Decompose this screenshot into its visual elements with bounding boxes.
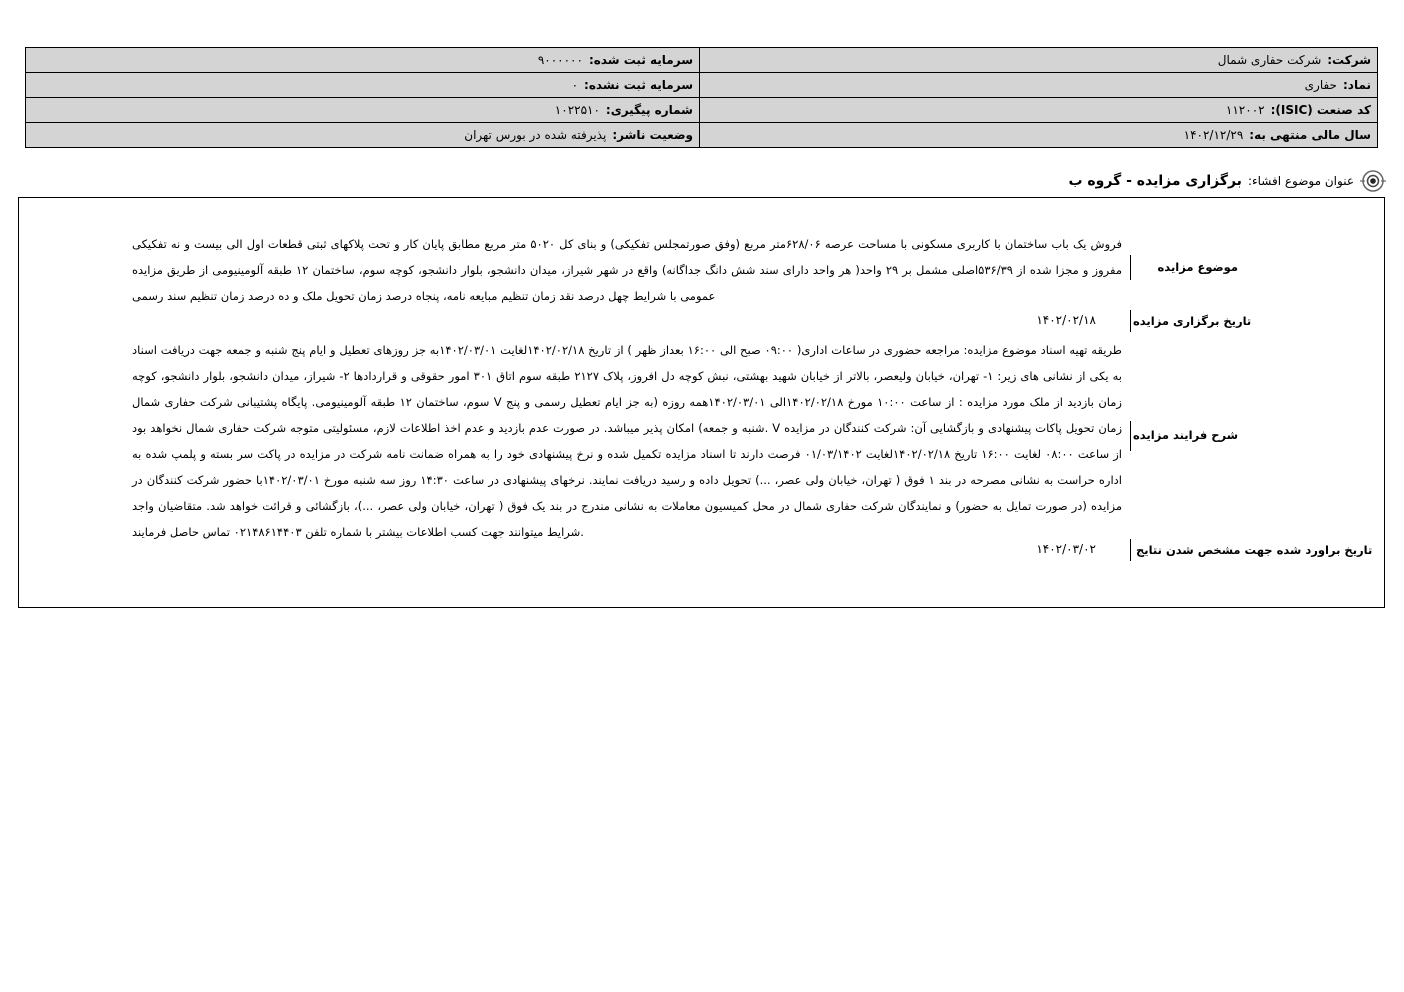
process-text: طریقه تهیه اسناد موضوع مزایده: مراجعه حضوری در ساعات اداری( ۰۹:۰۰ صبح الی ۱۶:۰۰ بعداز ظهر ) از تاریخ ۱۴۰۲/۰۲/۱۸لغایت ۱۴۰۲/۰۳/۰۱به جز روزهای تعطیل و ایام پنج شنبه و جمعه جهت دریافت اسناد به یکی از نشانی های زیر: ۱- تهران، خیابان ولیعصر، بالاتر از خیابان شهید بهشتی، نبش کوچه دل افروز، پلاک ۲۱۲۷ طبقه سوم اتاق ۳۰۱ امور حقوقی و قراردادها ۲- شیراز، میدان دانشجو، بلوار دانشجو، کوچه سوم، ساختمان ۱۲ طبقه آلومینیومی. پایگاه پشتیبانی شرکت حفاری شمال V زمان بازدید از ملک مورد مزایده : از ساعت ۱۰:۰۰ مورخ ۱۴۰۲/۰۲/۱۸الی ۱۴۰۲/۰۳/۰۱همه روزه (به جز ایام تعطیل رسمی و پنج شنبه و جمعه) امکان پذیر میباشد. در صورت عدم بازدید و عدم اخذ اطلاعات لازم، مسئولیتی متوجه شرکت حفاری شمال نخواهد بود. V زمان تحویل پاکات پیشنهادی و بازگشایی آن: شرکت کنندگان در مزایده از ساعت ۰۸:۰۰ لغایت ۱۶:۰۰ تاریخ ۱۴۰۲/۰۲/۱۸لغایت ۰۱/۰۳/۱۴۰۲ فرصت دارند تا اسناد مزایده تکمیل شده و نرخ پیشنهادی خود را به همراه ضمانت نامه شرکت در مزایده در پاکت سر بسته و پلمپ شده به اداره حراست به نشانی مصرحه در بند ۱ فوق ( تهران، خیابان ولی عصر، ...) تحویل داده و رسید دریافت نمایند. نرخهای پیشنهادی در ساعت ۱۴:۳۰ روز سه شنبه مورخ ۱۴۰۲/۰۳/۰۱با حضور شرکت کنندگان در مزایده (در صورت تمایل به حضور) و نمایندگان شرکت حفاری شمال در محل کمیسیون معاملات به نشانی مندرج در بند یک فوق ( تهران، خیابان ولی عصر، ...)، بازگشائی و قرائت خواهد شد. متقاضیان واجد شرایط میتوانند جهت کسب اطلاعات بیشتر با شماره تلفن ۰۲۱۴۸۶۱۴۴۰۳ تماس حاصل فرمایند. (132, 343, 1122, 539)
info-row-3 (26, 98, 1378, 123)
subject-label: عنوان موضوع افشاء: (1247, 174, 1354, 188)
divider (1130, 310, 1131, 332)
tracking-no-value: ۱۰۲۲۵۱۰ (554, 103, 600, 117)
auction-subject-label: موضوع مزایده (1157, 260, 1238, 274)
process-label: شرح فرایند مزایده (1133, 428, 1239, 442)
auction-date-label: تاریخ برگزاری مزایده (1133, 314, 1252, 328)
registered-capital-cell (26, 48, 700, 73)
company-value: شرکت حفاری شمال (1217, 53, 1322, 67)
unregistered-capital-cell (26, 73, 700, 98)
unregistered-capital-label: سرمایه ثبت نشده: (584, 78, 693, 92)
divider (1130, 421, 1131, 451)
info-row-2 (26, 73, 1378, 98)
isic-label: کد صنعت (ISIC): (1270, 103, 1371, 117)
fiscal-year-value: ۱۴۰۲/۱۲/۲۹ (1183, 128, 1244, 142)
company-cell (700, 48, 1378, 73)
disclosure-subject (1068, 168, 1386, 194)
unregistered-capital-value: ۰ (571, 78, 579, 92)
isic-cell (700, 98, 1378, 123)
auction-date-value: ۱۴۰۲/۰۲/۱۸ (1036, 313, 1096, 327)
tracking-no-cell (26, 98, 700, 123)
registered-capital-value: ۹۰۰۰۰۰۰ (537, 53, 583, 67)
results-date-value: ۱۴۰۲/۰۳/۰۲ (1036, 542, 1096, 556)
symbol-cell (700, 73, 1378, 98)
fiscal-year-label: سال مالی منتهی به: (1249, 128, 1371, 142)
isic-value: ۱۱۲۰۰۲ (1225, 103, 1265, 117)
subject-title: برگزاری مزایده - گروه ب (1068, 173, 1242, 189)
publisher-status-label: وضعیت ناشر: (612, 128, 693, 142)
target-icon (1360, 168, 1386, 194)
company-info-table (25, 47, 1378, 148)
tracking-no-label: شماره پیگیری: (605, 103, 693, 117)
divider (1130, 539, 1131, 561)
info-row-4 (26, 123, 1378, 148)
symbol-value: حفاری (1304, 78, 1337, 92)
auction-subject-text: فروش یک باب ساختمان با کاربری مسکونی با مساحت عرصه ۶۲۸/۰۶متر مربع (وفق صورتمجلس تفکیکی) و بنای کل ۵۰۲۰ متر مربع مطابق پایان کار و تحت پلاکهای ثبتی قطعات اول الی بیست و نه تفکیکی مفروز و مجزا شده از ۵۳۶/۳۹اصلی مشمل بر ۲۹ واحد( هر واحد دارای سند شش دانگ جداگانه) واقع در شهر شیراز، میدان دانشجو، بلوار دانشجو، کوچه سوم، ساختمان ۱۲ طبقه آلومینیومی از طریق مزایده عمومی با شرایط چهل درصد نقد زمان تنظیم مبایعه نامه، پنجاه درصد زمان تحویل ملک و ده درصد زمان تنظیم سند رسمی (132, 237, 1122, 303)
fiscal-year-cell (700, 123, 1378, 148)
results-date-label: تاریخ براورد شده جهت مشخص شدن نتایج (1136, 543, 1373, 557)
auction-details-box (18, 197, 1385, 608)
symbol-label: نماد: (1342, 78, 1371, 92)
registered-capital-label: سرمایه ثبت شده: (588, 53, 693, 67)
publisher-status-cell (26, 123, 700, 148)
info-row-1 (26, 48, 1378, 73)
divider (1130, 255, 1131, 280)
company-label: شرکت: (1327, 53, 1371, 67)
publisher-status-value: پذیرفته شده در بورس تهران (464, 128, 607, 142)
